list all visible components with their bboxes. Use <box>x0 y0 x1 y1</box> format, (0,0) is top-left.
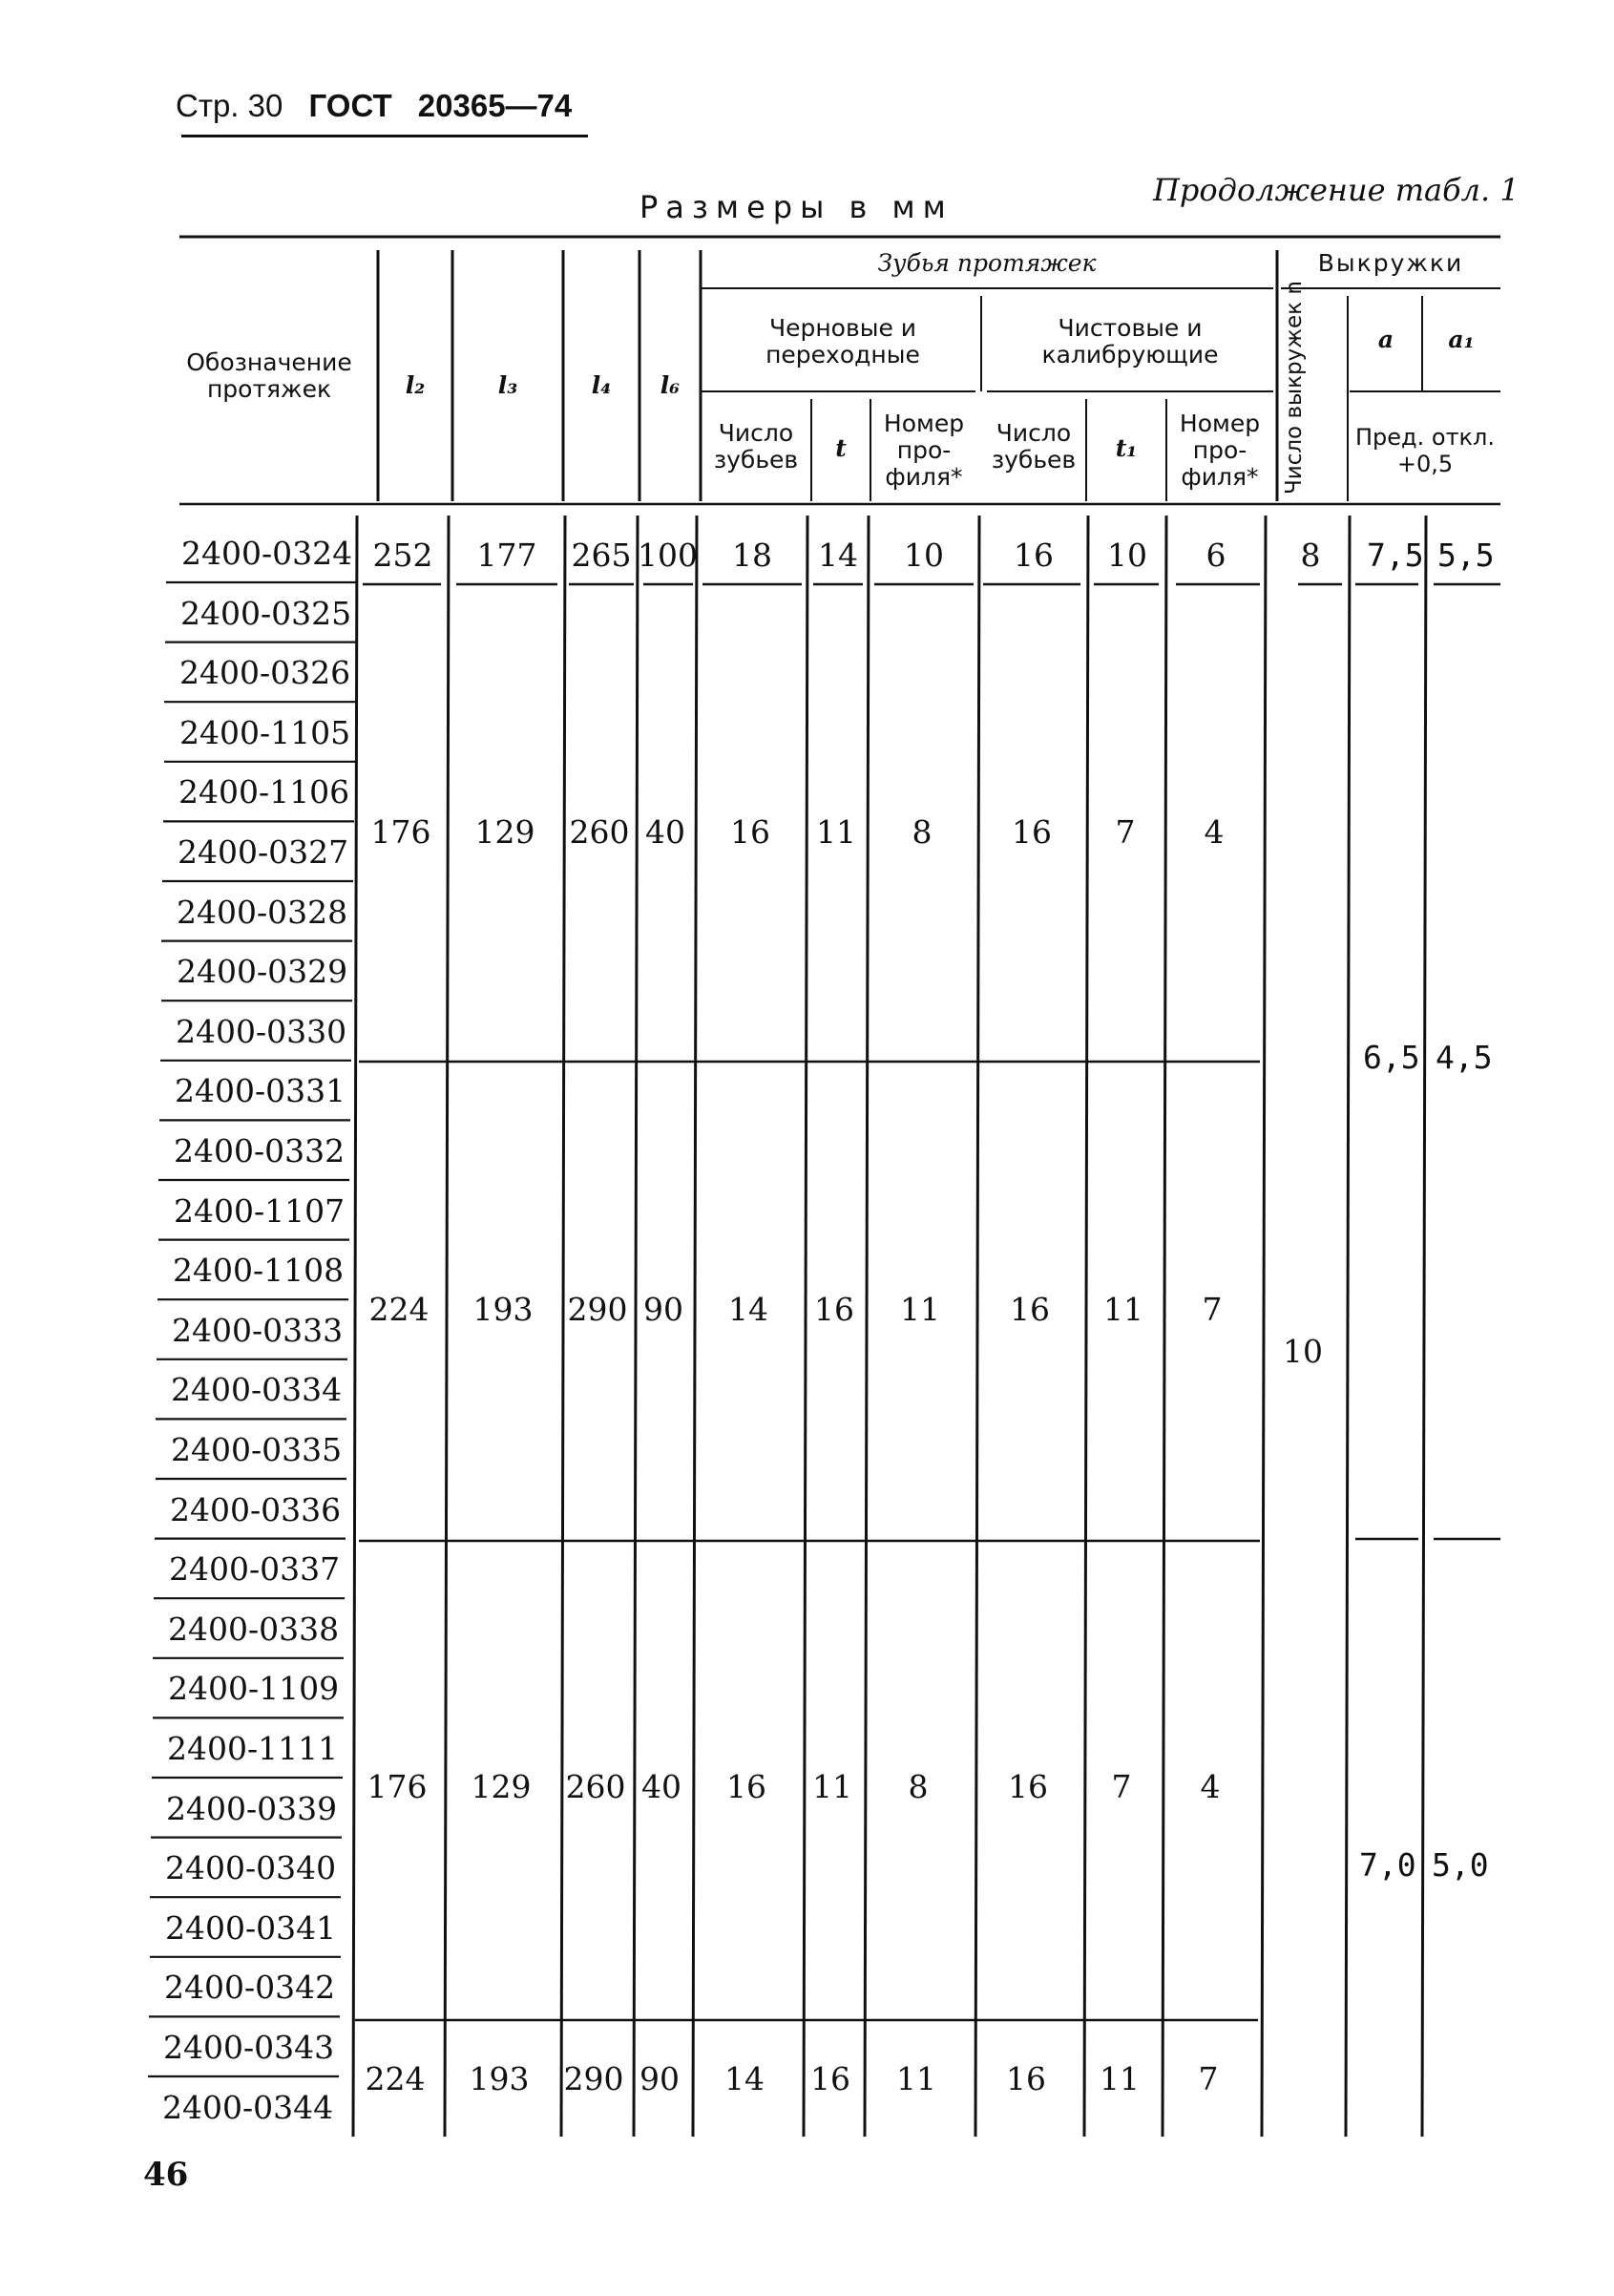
designation-header: Обозначение протяжек <box>186 348 352 403</box>
designation-code: 2400-0340 <box>165 1849 337 1887</box>
designation-code: 2400-0338 <box>168 1610 340 1648</box>
value-l4: 290 <box>567 1291 628 1328</box>
value-z1: 16 <box>1008 1768 1048 1805</box>
value-z: 14 <box>728 1291 768 1328</box>
designation-code: 2400-0335 <box>171 1431 343 1468</box>
value-l6: 100 <box>638 537 698 574</box>
designation-code: 2400-0324 <box>181 535 353 572</box>
value-l3: 193 <box>469 2060 530 2097</box>
a1-header: a₁ <box>1448 326 1475 353</box>
standard-number: 20365—74 <box>417 88 573 123</box>
recess-count-first: 8 <box>1300 537 1321 574</box>
value-t: 11 <box>816 813 856 851</box>
value-z: 18 <box>732 537 772 574</box>
designation-code: 2400-0325 <box>180 594 352 632</box>
designation-code: 2400-1107 <box>174 1191 346 1230</box>
value-z: 16 <box>730 813 770 851</box>
tolerance-header: Пред. откл. +0,5 <box>1354 424 1496 477</box>
value-l6: 90 <box>639 2060 680 2097</box>
value-l6: 40 <box>641 1768 681 1805</box>
value-l4: 290 <box>563 2060 624 2097</box>
value-t: 16 <box>810 2060 850 2097</box>
value-l4: 260 <box>565 1768 626 1805</box>
value-l4: 260 <box>569 813 630 851</box>
t1-header: t₁ <box>1115 434 1138 462</box>
designation-code: 2400-0334 <box>171 1371 343 1409</box>
value-l6: 40 <box>645 813 685 851</box>
value-z1: 16 <box>1014 537 1054 574</box>
designation-code: 2400-1108 <box>173 1252 345 1290</box>
designation-code: 2400-0328 <box>177 893 348 931</box>
designation-code: 2400-0326 <box>179 654 351 692</box>
value-l2: 252 <box>372 537 433 574</box>
value-l4: 265 <box>571 537 632 574</box>
designation-code: 2400-0332 <box>174 1132 346 1169</box>
a-header: a <box>1377 326 1394 353</box>
designation-code: 2400-0327 <box>178 833 349 871</box>
designation-code: 2400-0339 <box>166 1789 338 1827</box>
standard-label: ГОСТ <box>308 88 392 123</box>
designation-code: 2400-0336 <box>170 1490 342 1528</box>
value-p: 11 <box>896 2060 936 2097</box>
value-t: 11 <box>812 1768 852 1805</box>
a1-value-3: 5,0 <box>1432 1846 1489 1884</box>
page-number: 46 <box>143 2156 189 2194</box>
value-p1: 7 <box>1202 1291 1223 1328</box>
l3-header: l₃ <box>497 371 518 399</box>
value-l3: 129 <box>471 1768 532 1805</box>
designation-code: 2400-0343 <box>163 2029 335 2066</box>
recess-group-header: Выкружки <box>1317 249 1464 277</box>
value-p: 11 <box>900 1291 940 1328</box>
value-l2: 224 <box>368 1291 430 1328</box>
finish-profile-header: Номер про-филя* <box>1179 410 1261 491</box>
designation-code: 2400-0344 <box>162 2088 334 2126</box>
a-value-3: 7,0 <box>1359 1846 1416 1884</box>
a-value-2: 6,5 <box>1363 1039 1420 1076</box>
rough-teeth-count-header: Число зубьев <box>713 419 799 474</box>
a1-value-1: 5,5 <box>1437 537 1495 574</box>
teeth-group-header: Зубья протяжек <box>877 249 1097 277</box>
l4-header: l₄ <box>591 371 612 399</box>
a1-value-2: 4,5 <box>1436 1039 1493 1076</box>
designation-code: 2400-1109 <box>168 1670 340 1708</box>
value-t1: 10 <box>1107 537 1147 574</box>
designation-code: 2400-0330 <box>176 1012 347 1050</box>
t-header: t <box>835 434 847 462</box>
finish-teeth-count-header: Число зубьев <box>991 419 1077 474</box>
value-p1: 6 <box>1205 537 1226 574</box>
value-p1: 4 <box>1200 1768 1221 1805</box>
designation-code: 2400-1111 <box>167 1730 339 1767</box>
designation-code: 2400-1106 <box>178 773 350 811</box>
value-t1: 7 <box>1111 1768 1132 1805</box>
value-p: 8 <box>908 1768 929 1805</box>
rough-profile-header: Номер про-филя* <box>883 410 965 491</box>
designation-code: 2400-0331 <box>175 1072 346 1110</box>
value-p: 8 <box>912 813 933 851</box>
value-p1: 4 <box>1204 813 1225 851</box>
designation-code: 2400-1105 <box>179 713 351 751</box>
value-t1: 11 <box>1103 1291 1143 1328</box>
value-t1: 11 <box>1100 2060 1140 2097</box>
recess-count-header: Число выкружек n <box>1282 281 1307 495</box>
value-t: 14 <box>818 537 858 574</box>
recess-count-rest: 10 <box>1283 1333 1323 1370</box>
designation-code: 2400-0342 <box>164 1969 336 2007</box>
designation-code: 2400-0341 <box>165 1908 337 1947</box>
value-z: 16 <box>726 1768 766 1805</box>
finish-group-header: Чистовые и калибрующие <box>1041 314 1219 369</box>
value-l3: 193 <box>472 1291 534 1328</box>
value-l2: 176 <box>367 1768 428 1805</box>
designation-code: 2400-0337 <box>169 1550 341 1589</box>
l2-header: l₂ <box>405 371 426 399</box>
value-z1: 16 <box>1006 2060 1046 2097</box>
value-p: 10 <box>904 537 944 574</box>
sizes-caption: Размеры в мм <box>639 189 954 225</box>
value-l6: 90 <box>643 1291 683 1328</box>
a-value-1: 7,5 <box>1367 537 1424 574</box>
continuation-caption: Продолжение табл. 1 <box>1153 172 1520 208</box>
value-l2: 176 <box>370 813 431 851</box>
value-z1: 16 <box>1012 813 1052 851</box>
value-t: 16 <box>814 1291 854 1328</box>
value-l3: 177 <box>476 537 537 574</box>
designation-code: 2400-0329 <box>177 953 348 991</box>
value-z: 14 <box>724 2060 765 2097</box>
designation-code: 2400-0333 <box>172 1311 344 1349</box>
value-l2: 224 <box>365 2060 426 2097</box>
rough-group-header: Черновые и переходные <box>765 314 920 369</box>
value-z1: 16 <box>1010 1291 1050 1328</box>
value-p1: 7 <box>1198 2060 1219 2097</box>
value-l3: 129 <box>474 813 535 851</box>
value-t1: 7 <box>1115 813 1136 851</box>
page-label: Стр. 30 <box>176 88 283 123</box>
l6-header: l₆ <box>660 371 681 399</box>
